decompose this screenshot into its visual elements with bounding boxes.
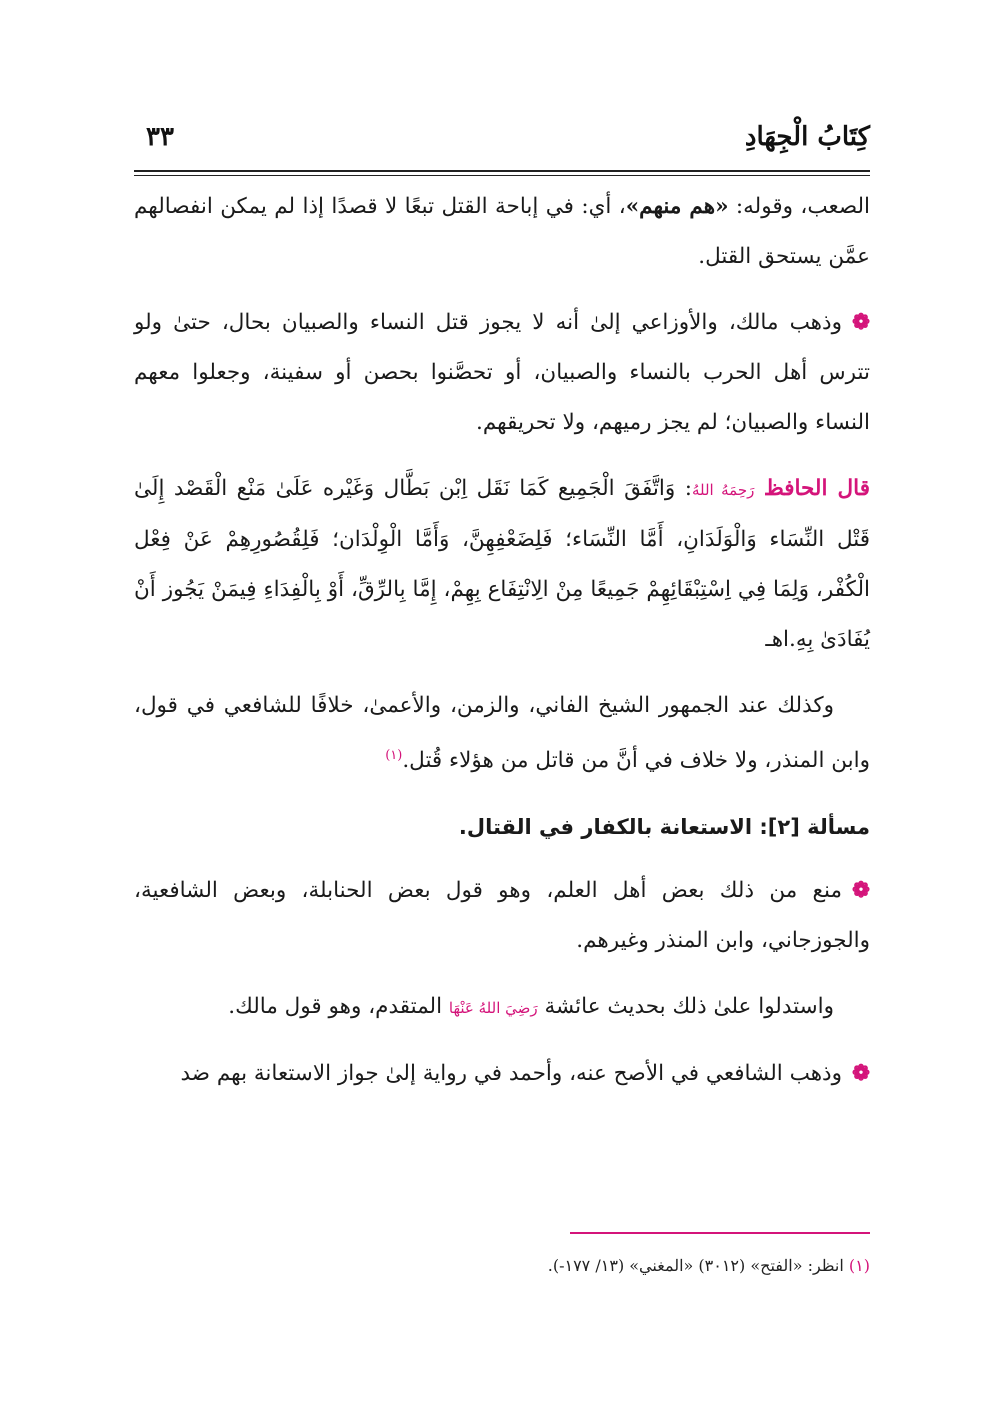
paragraph-2 <box>134 298 870 448</box>
p6-before: واستدلوا علىٰ ذلك بحديث عائشة <box>537 994 834 1020</box>
header-rule <box>134 170 870 172</box>
header-rule-thin <box>134 175 870 176</box>
flower-icon: ❁ <box>851 310 870 335</box>
paragraph-3 <box>134 464 870 665</box>
heading-title: الاستعانة بالكفار في القتال. <box>458 815 753 840</box>
flower-icon: ❁ <box>851 878 870 904</box>
p3-text: : وَاتَّفَقَ الْجَمِيع كَمَا نَقَل اِبْن بَطَّال وَغَيْره عَلَىٰ مَنْع الْقَصْد إِلَىٰ قَتْل النِّسَاء وَالْوَلَدَانِ، أَمَّا النِّسَاء؛ فَلِضَعْفِهِنَّ، وَأَمَّا الْوِلْدَان؛ فَلِقُصُورِهِمْ عَنْ فِعْل الْكُفْر، وَلِمَا فِي اِسْتِبْقَائِهِمْ جَمِيعًا مِنْ الِانْتِفَاع بِهِمْ، إِمَّا بِالرِّقِّ، أَوْ بِالْفِدَاءِ فِيمَنْ يَجُوز أَنْ يُفَادَىٰ بِهِ.اهـ <box>134 476 870 652</box>
page-number: ٣٣ <box>146 122 174 152</box>
honorific-icon: رَضِيَ اللهُ عَنْهَا <box>448 999 538 1018</box>
footnote-rule <box>570 1232 870 1234</box>
p7-text: وذهب الشافعي في الأصح عنه، وأحمد في رواية إلىٰ جواز الاستعانة بهم ضد <box>180 1061 842 1087</box>
book-title: كِتَابُ الْجِهَادِ <box>744 122 870 152</box>
honorific-icon: رَحِمَهُ اللهُ <box>691 481 755 499</box>
p4-text: وكذلك عند الجمهور الشيخ الفاني، والزمن، والأعمىٰ، خلافًا للشافعي في قول، وابن المنذر، ولا خلاف في أنَّ من قاتل من هؤلاء قُتل. <box>134 693 870 774</box>
speaker-label: قال الحافظ <box>763 476 871 501</box>
section-heading <box>134 802 870 852</box>
paragraph-6 <box>134 982 870 1033</box>
p1-before: الصعب، وقوله: <box>728 194 870 219</box>
footnote-text: انظر: «الفتح» (٣٠١٢) «المغني» (١٣/ ١٧٧-). <box>547 1256 844 1275</box>
paragraph-1 <box>134 182 870 282</box>
footnote <box>134 1252 870 1280</box>
p2-text: وذهب مالك، والأوزاعي إلىٰ أنه لا يجوز قتل النساء والصبيان بحال، حتىٰ ولو تترس أهل الحرب بالنساء والصبيان، أو تحصَّنوا بحصن أو سفينة، وجعلوا معهم النساء والصبيان؛ لم يجز رميهم، ولا تحريقهم. <box>134 310 870 435</box>
page-header <box>134 118 870 166</box>
paragraph-5 <box>134 866 870 966</box>
heading-prefix: مسألة [٢]: <box>759 815 870 840</box>
paragraph-7 <box>134 1049 870 1099</box>
flower-icon: ❁ <box>851 1061 870 1087</box>
p1-after: ، أي: في إباحة القتل تبعًا لا قصدًا إذا لم يمكن انفصالهم عمَّن يستحق القتل. <box>134 194 870 269</box>
footnote-number: (١) <box>848 1256 870 1275</box>
paragraph-4 <box>134 681 870 786</box>
page-body <box>134 182 870 1115</box>
footnote-ref[interactable]: (١) <box>385 748 403 763</box>
p5-text: منع من ذلك بعض أهل العلم، وهو قول بعض الحنابلة، وبعض الشافعية، والجوزجاني، وابن المنذر وغيرهم. <box>134 878 870 954</box>
hadith-quote: «هم منهم» <box>625 194 729 219</box>
p6-after: المتقدم، وهو قول مالك. <box>228 994 449 1020</box>
